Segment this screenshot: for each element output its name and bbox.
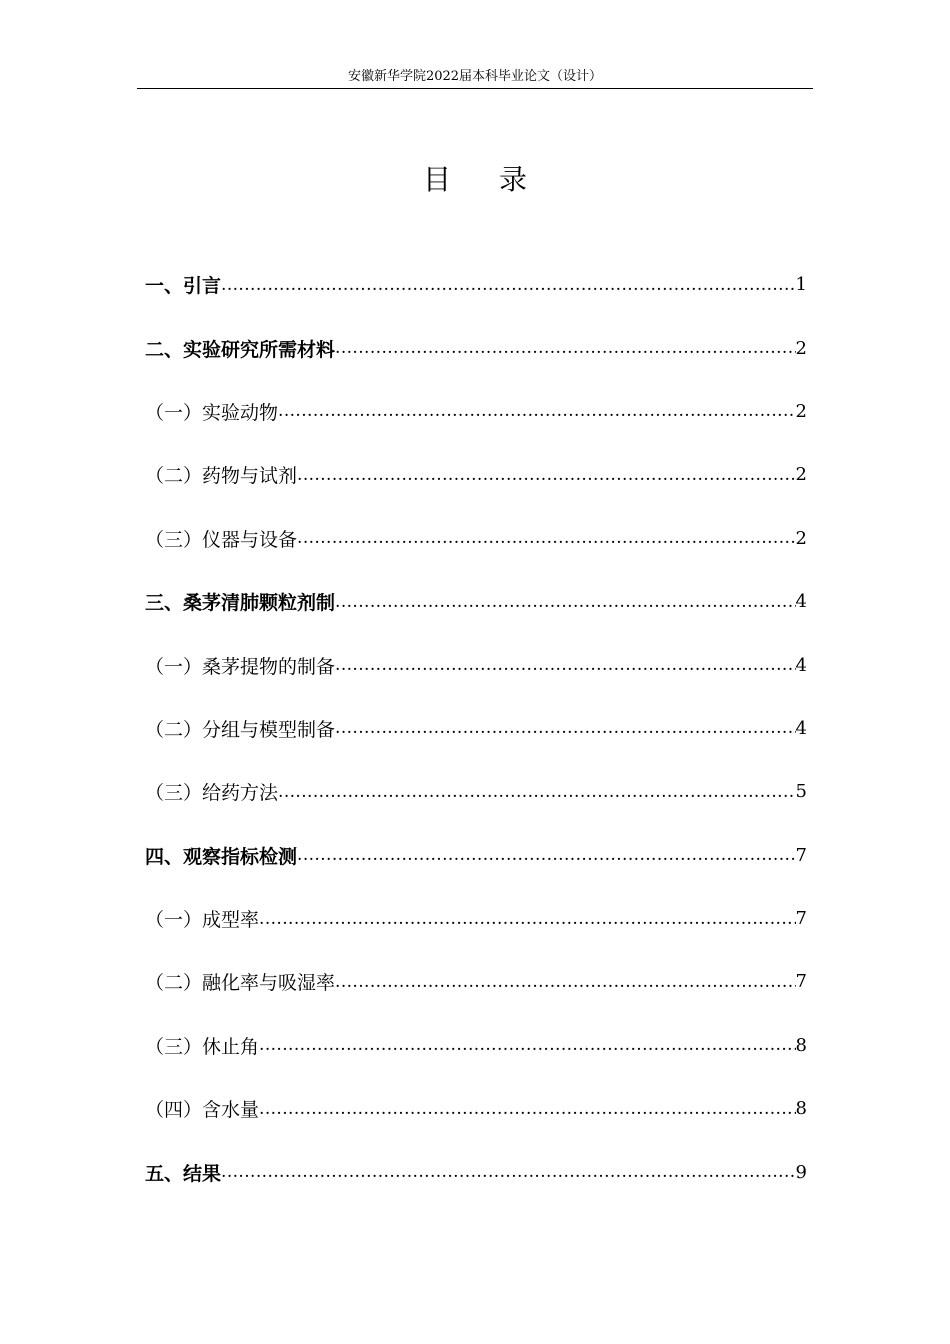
toc-entry-page: 2 <box>795 337 807 359</box>
toc-entry-page: 7 <box>795 908 807 930</box>
toc-entry-label: （二）分组与模型制备 <box>145 718 336 741</box>
toc-entry-page: 9 <box>795 1161 807 1183</box>
toc-entry-page: 8 <box>795 1034 807 1056</box>
toc-entry-label: （三）休止角 <box>145 1035 260 1058</box>
toc-entry[interactable] <box>145 697 807 760</box>
toc-entry-page: 5 <box>795 781 807 803</box>
toc-entry-label: （三）仪器与设备 <box>145 528 298 551</box>
table-of-contents <box>145 253 807 1204</box>
toc-entry-page: 4 <box>795 654 807 676</box>
toc-entry[interactable] <box>145 380 807 443</box>
toc-entry-page: 8 <box>795 1098 807 1120</box>
dot-leader <box>221 273 796 297</box>
dot-leader <box>278 399 796 423</box>
toc-entry[interactable] <box>145 887 807 950</box>
dot-leader <box>335 590 796 614</box>
toc-entry-label: 三、桑茅清肺颗粒剂制 <box>145 592 336 615</box>
dot-leader <box>297 463 796 487</box>
dot-leader <box>335 970 796 994</box>
toc-entry-page: 2 <box>795 464 807 486</box>
toc-entry-label: （四）含水量 <box>145 1099 260 1122</box>
toc-entry-page: 4 <box>795 717 807 739</box>
toc-entry[interactable] <box>145 507 807 570</box>
toc-entry-label: （二）药物与试剂 <box>145 465 298 488</box>
dot-leader <box>259 1097 796 1121</box>
toc-entry-label: 四、观察指标检测 <box>145 845 298 868</box>
toc-entry[interactable] <box>145 570 807 633</box>
toc-entry[interactable] <box>145 1077 807 1140</box>
toc-entry[interactable] <box>145 1014 807 1077</box>
toc-entry-page: 7 <box>795 971 807 993</box>
dot-leader <box>335 716 796 740</box>
toc-entry-page: 7 <box>795 844 807 866</box>
page-title <box>0 160 950 200</box>
toc-entry-label: 五、结果 <box>145 1162 222 1185</box>
toc-entry[interactable] <box>145 633 807 696</box>
toc-entry[interactable] <box>145 1140 807 1203</box>
toc-entry-page: 4 <box>795 591 807 613</box>
toc-entry-label: （一）桑茅提物的制备 <box>145 655 336 678</box>
toc-entry[interactable] <box>145 950 807 1013</box>
dot-leader <box>335 336 796 360</box>
dot-leader <box>335 653 796 677</box>
dot-leader <box>278 780 796 804</box>
toc-entry[interactable] <box>145 316 807 379</box>
dot-leader <box>297 526 796 550</box>
toc-entry-label: 一、引言 <box>145 275 222 298</box>
title-char-1: 目 <box>422 163 451 196</box>
toc-entry[interactable] <box>145 443 807 506</box>
toc-entry-label: 二、实验研究所需材料 <box>145 338 336 361</box>
toc-entry[interactable] <box>145 253 807 316</box>
toc-entry-label: （三）给药方法 <box>145 782 279 805</box>
dot-leader <box>259 907 796 931</box>
toc-entry-label: （二）融化率与吸湿率 <box>145 972 336 995</box>
toc-entry-label: （一）实验动物 <box>145 401 279 424</box>
toc-entry[interactable] <box>145 824 807 887</box>
toc-entry-page: 2 <box>795 527 807 549</box>
dot-leader <box>297 843 796 867</box>
toc-entry-page: 2 <box>795 400 807 422</box>
toc-entry[interactable] <box>145 760 807 823</box>
dot-leader <box>221 1160 796 1184</box>
title-char-2: 录 <box>499 163 528 196</box>
toc-entry-page: 1 <box>795 274 807 296</box>
page-header: 安徽新华学院2022届本科毕业论文（设计） <box>137 68 813 89</box>
dot-leader <box>259 1033 796 1057</box>
toc-entry-label: （一）成型率 <box>145 909 260 932</box>
